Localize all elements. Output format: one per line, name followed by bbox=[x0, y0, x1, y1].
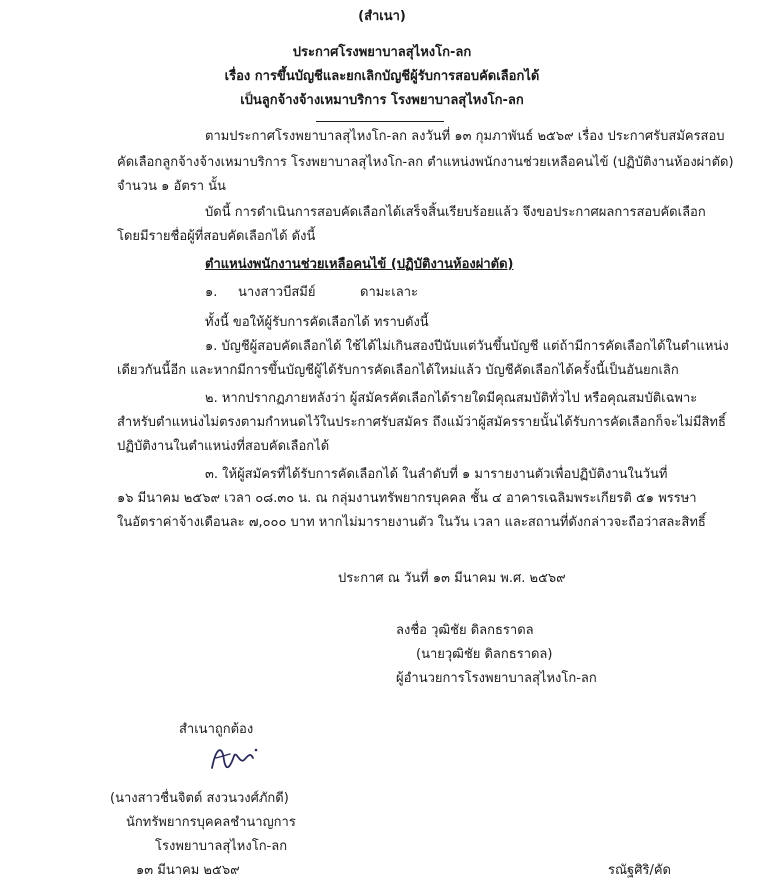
paragraph-2-line-2: โดยมีรายชื่อผู้ที่สอบคัดเลือกได้ ดังนี้ bbox=[117, 229, 316, 244]
certified-copy-label: สำเนาถูกต้อง bbox=[179, 722, 254, 737]
condition-1-line-1: ๑. บัญชีผู้สอบคัดเลือกได้ ใช้ได้ไม่เกินสองปีนับแต่วันขึ้นบัญชี แต่ถ้ามีการคัดเลือกได้ในตำแหน่ง bbox=[205, 339, 729, 354]
position-heading: ตำแหน่งพนักงานช่วยเหลือคนไข้ (ปฏิบัติงานห้องผ่าตัด) bbox=[205, 257, 514, 272]
reference-code: รณัฐศิริ/คัด bbox=[608, 863, 671, 878]
certifier-name: (นางสาวชื่นจิตต์ สงวนวงศ์ภักดี) bbox=[110, 791, 289, 806]
signed-by: ลงชื่อ วุฒิชัย ดิลกธราดล bbox=[396, 623, 534, 638]
condition-2-line-2: สำหรับตำแหน่งไม่ตรงตามกำหนดไว้ในประกาศรับสมัคร ถึงแม้ว่าผู้สมัครรายนั้นได้รับการคัดเลือกก็จะไม่มีสิทธิ์ bbox=[117, 415, 726, 430]
document-subject-cont: เป็นลูกจ้างจ้างเหมาบริการ โรงพยาบาลสุไหงโก-ลก bbox=[240, 93, 524, 108]
paragraph-1-line-2: คัดเลือกลูกจ้างจ้างเหมาบริการ โรงพยาบาลสุไหงโก-ลก ตำแหน่งพนักงานช่วยเหลือคนไข้ (ปฏิบัติงานห้องผ่าตัด) bbox=[117, 155, 734, 170]
document-subject: เรื่อง การขึ้นบัญชีและยกเลิกบัญชีผู้รับการสอบคัดเลือกได้ bbox=[224, 69, 540, 84]
condition-3-line-1: ๓. ให้ผู้สมัครที่ได้รับการคัดเลือกได้ ในลำดับที่ ๑ มารายงานตัวเพื่อปฏิบัติงานในวันที่ bbox=[205, 467, 668, 482]
condition-2-line-1: ๒. หากปรากฏภายหลังว่า ผู้สมัครคัดเลือกได้รายใดมีคุณสมบัติทั่วไป หรือคุณสมบัติเฉพาะ bbox=[205, 391, 698, 406]
certifier-organization: โรงพยาบาลสุไหงโก-ลก bbox=[155, 839, 288, 854]
copy-mark: (สำเนา) bbox=[358, 9, 406, 24]
candidate-name: นางสาวบีสมีย์ bbox=[238, 285, 316, 300]
condition-3-line-2: ๑๖ มีนาคม ๒๕๖๙ เวลา ๐๘.๓๐ น. ณ กลุ่มงานทรัพยากรบุคคล ชั้น ๔ อาคารเฉลิมพระเกียรติ ๕๑ พรรษา bbox=[117, 491, 697, 506]
announcement-date: ประกาศ ณ วันที่ ๑๓ มีนาคม พ.ศ. ๒๕๖๙ bbox=[338, 571, 566, 586]
signatory-name: (นายวุฒิชัย ดิลกธราดล) bbox=[416, 647, 553, 662]
handwritten-signature bbox=[206, 738, 262, 776]
title-divider bbox=[316, 121, 444, 122]
condition-3-line-3: ในอัตราค่าจ้างเดือนละ ๗,๐๐๐ บาท หากไม่มารายงานตัว ในวัน เวลา และสถานที่ดังกล่าวจะถือว่าสละสิทธิ์ bbox=[117, 515, 706, 530]
certify-date: ๑๓ มีนาคม ๒๕๖๙ bbox=[136, 863, 240, 878]
conditions-intro: ทั้งนี้ ขอให้ผู้รับการคัดเลือกได้ ทราบดังนี้ bbox=[205, 315, 429, 330]
paragraph-1-line-1: ตามประกาศโรงพยาบาลสุไหงโก-ลก ลงวันที่ ๑๓ กุมภาพันธ์ ๒๕๖๙ เรื่อง ประกาศรับสมัครสอบ bbox=[205, 129, 725, 144]
candidate-surname: ดามะเลาะ bbox=[360, 285, 418, 300]
condition-1-line-2: เดียวกันนี้อีก และหากมีการขึ้นบัญชีผู้ได้รับการคัดเลือกได้ใหม่แล้ว บัญชีคัดเลือกได้ครั้งนี้เป็นอันยกเลิก bbox=[117, 363, 679, 378]
document-title: ประกาศโรงพยาบาลสุไหงโก-ลก bbox=[292, 45, 472, 60]
paragraph-2-line-1: บัดนี้ การดำเนินการสอบคัดเลือกได้เสร็จสิ้นเรียบร้อยแล้ว จึงขอประกาศผลการสอบคัดเลือก bbox=[205, 205, 706, 220]
certifier-position: นักทรัพยากรบุคคลชำนาญการ bbox=[126, 815, 296, 830]
candidate-number: ๑. bbox=[205, 285, 218, 300]
condition-2-line-3: ปฏิบัติงานในตำแหน่งที่สอบคัดเลือกได้ bbox=[117, 439, 330, 454]
signatory-position: ผู้อำนวยการโรงพยาบาลสุไหงโก-ลก bbox=[396, 671, 597, 686]
paragraph-1-line-3: จำนวน ๑ อัตรา นั้น bbox=[117, 179, 226, 194]
